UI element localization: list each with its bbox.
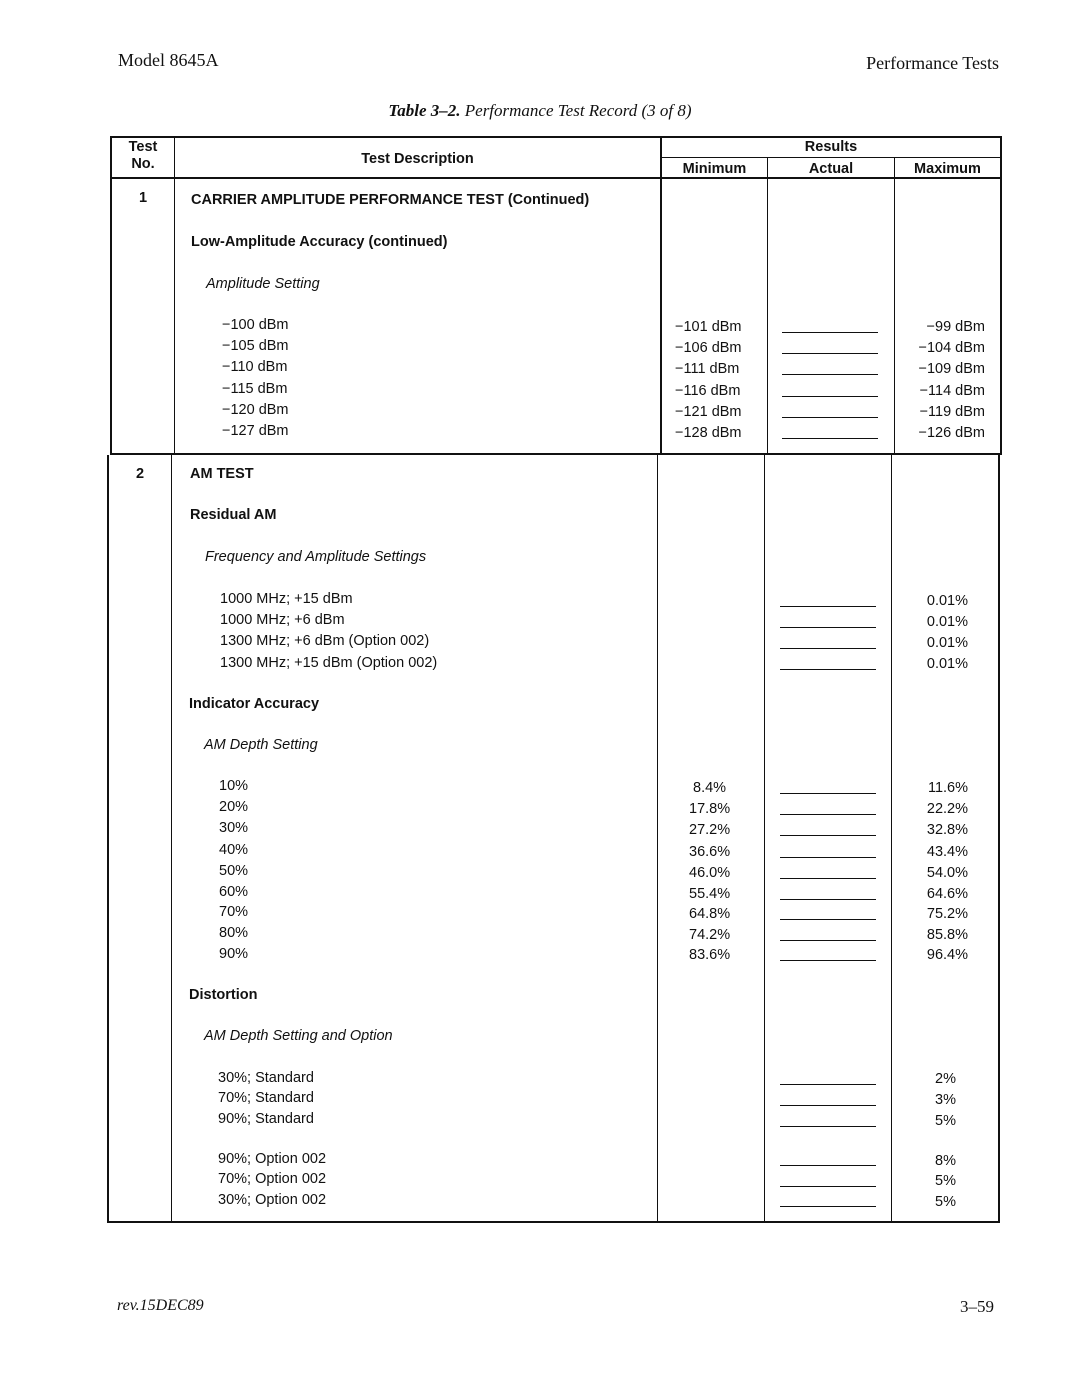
maximum-value: 3% xyxy=(935,1092,956,1108)
setting-label: AM Depth Setting and Option xyxy=(204,1028,393,1044)
col-divider xyxy=(660,136,662,454)
maximum-value: −119 dBm xyxy=(919,404,985,420)
caption-text: Performance Test Record (3 of 8) xyxy=(464,101,692,120)
setting-value: −120 dBm xyxy=(222,402,289,418)
col-divider xyxy=(764,455,765,1222)
maximum-value: 32.8% xyxy=(926,822,968,838)
setting-label: Amplitude Setting xyxy=(206,276,320,292)
setting-value: 1300 MHz; +15 dBm (Option 002) xyxy=(220,655,438,671)
col-divider xyxy=(767,157,768,454)
maximum-value: 5% xyxy=(935,1113,956,1129)
col-divider xyxy=(171,455,172,1222)
minimum-value: −116 dBm xyxy=(675,383,741,399)
minimum-value: −106 dBm xyxy=(675,340,742,356)
maximum-value: 54.0% xyxy=(926,865,968,881)
minimum-value: 27.2% xyxy=(689,822,731,838)
maximum-value: 0.01% xyxy=(926,593,968,609)
actual-entry-blank[interactable] xyxy=(780,1186,876,1187)
minimum-value: −121 dBm xyxy=(675,404,742,420)
setting-value: 50% xyxy=(219,863,249,879)
setting-value: −110 dBm xyxy=(222,359,288,375)
setting-label: Frequency and Amplitude Settings xyxy=(205,549,427,565)
col-results-header: Results xyxy=(804,139,858,155)
setting-value: 90%; Standard xyxy=(218,1111,314,1127)
maximum-value: 0.01% xyxy=(926,635,968,651)
test-number: 2 xyxy=(135,466,145,482)
maximum-value: 96.4% xyxy=(926,947,968,963)
col-minimum-header: Minimum xyxy=(682,161,747,177)
header-model: Model 8645A xyxy=(118,50,219,70)
col-test-number-header xyxy=(112,139,174,173)
actual-entry-blank[interactable] xyxy=(780,960,876,961)
setting-value: −100 dBm xyxy=(222,317,289,333)
maximum-value: 0.01% xyxy=(926,656,968,672)
actual-entry-blank[interactable] xyxy=(780,606,876,607)
minimum-value: −101 dBm xyxy=(675,319,742,335)
minimum-value: 74.2% xyxy=(689,927,731,943)
actual-entry-blank[interactable] xyxy=(782,332,878,333)
group-heading-indicator-accuracy: Indicator Accuracy xyxy=(189,696,320,712)
minimum-value: 64.8% xyxy=(689,906,731,922)
minimum-value: −111 dBm xyxy=(675,361,740,377)
setting-value: 70% xyxy=(219,904,249,920)
test-title: CARRIER AMPLITUDE PERFORMANCE TEST (Continued) xyxy=(191,192,590,208)
test-subtitle: Low-Amplitude Accuracy (continued) xyxy=(191,234,448,250)
table-border xyxy=(107,455,109,1222)
actual-entry-blank[interactable] xyxy=(780,627,876,628)
maximum-value: 0.01% xyxy=(926,614,968,630)
table-border xyxy=(110,136,1002,138)
setting-value: 10% xyxy=(219,778,249,794)
page-number: 3–59 xyxy=(960,1297,994,1316)
col-actual-header: Actual xyxy=(808,161,854,177)
maximum-value: −109 dBm xyxy=(918,361,985,377)
actual-entry-blank[interactable] xyxy=(780,1206,876,1207)
actual-entry-blank[interactable] xyxy=(780,669,876,670)
test-number: 1 xyxy=(138,190,148,206)
test-title: AM TEST xyxy=(190,466,254,482)
setting-value: 60% xyxy=(219,884,249,900)
setting-value: −105 dBm xyxy=(222,338,289,354)
minimum-value: 55.4% xyxy=(689,886,731,902)
minimum-value: 8.4% xyxy=(693,780,727,796)
setting-value: 30%; Option 002 xyxy=(218,1192,327,1208)
setting-value: 90%; Option 002 xyxy=(218,1151,327,1167)
setting-value: −115 dBm xyxy=(222,381,288,397)
col-divider xyxy=(174,136,175,454)
setting-value: 70%; Standard xyxy=(218,1090,314,1106)
table-border xyxy=(1000,136,1002,454)
minimum-value: 83.6% xyxy=(689,947,731,963)
actual-entry-blank[interactable] xyxy=(780,857,876,858)
setting-value: 80% xyxy=(219,925,249,941)
maximum-value: 5% xyxy=(935,1173,956,1189)
maximum-value: 2% xyxy=(935,1071,956,1087)
setting-value: 20% xyxy=(219,799,249,815)
actual-entry-blank[interactable] xyxy=(780,835,876,836)
actual-entry-blank[interactable] xyxy=(780,814,876,815)
col-test-line1: Test xyxy=(128,139,158,155)
setting-value: −127 dBm xyxy=(222,423,289,439)
actual-entry-blank[interactable] xyxy=(780,1126,876,1127)
actual-entry-blank[interactable] xyxy=(782,374,878,375)
setting-value: 30% xyxy=(219,820,249,836)
maximum-value: 85.8% xyxy=(926,927,968,943)
actual-entry-blank[interactable] xyxy=(782,396,878,397)
minimum-value: 36.6% xyxy=(689,844,731,860)
group-heading-distortion: Distortion xyxy=(189,987,258,1003)
maximum-value: 43.4% xyxy=(926,844,968,860)
minimum-value: 46.0% xyxy=(689,865,731,881)
table-caption xyxy=(0,101,1080,121)
col-description-header: Test Description xyxy=(361,151,474,167)
setting-value: 70%; Option 002 xyxy=(218,1171,327,1187)
setting-value: 1000 MHz; +15 dBm xyxy=(220,591,353,607)
table-border xyxy=(998,455,1000,1222)
actual-entry-blank[interactable] xyxy=(780,648,876,649)
actual-entry-blank[interactable] xyxy=(780,1084,876,1085)
col-test-line2: No. xyxy=(131,156,155,172)
setting-value: 30%; Standard xyxy=(218,1070,314,1086)
maximum-value: 8% xyxy=(935,1153,956,1169)
section-divider xyxy=(110,453,1002,455)
actual-entry-blank[interactable] xyxy=(780,1105,876,1106)
caption-label: Table 3–2. xyxy=(388,101,461,120)
actual-entry-blank[interactable] xyxy=(780,899,876,900)
minimum-value: 17.8% xyxy=(689,801,731,817)
maximum-value: −104 dBm xyxy=(918,340,985,356)
revision-date: rev.15DEC89 xyxy=(117,1297,204,1314)
minimum-value: −128 dBm xyxy=(675,425,742,441)
maximum-value: 5% xyxy=(935,1194,956,1210)
maximum-value: −99 dBm xyxy=(926,319,985,335)
col-maximum-header: Maximum xyxy=(914,161,981,177)
table-border xyxy=(107,1221,1000,1223)
actual-entry-blank[interactable] xyxy=(780,940,876,941)
maximum-value: 64.6% xyxy=(926,886,968,902)
results-underline xyxy=(660,157,1002,158)
actual-entry-blank[interactable] xyxy=(780,919,876,920)
maximum-value: 22.2% xyxy=(926,801,968,817)
actual-entry-blank[interactable] xyxy=(780,793,876,794)
actual-entry-blank[interactable] xyxy=(780,878,876,879)
actual-entry-blank[interactable] xyxy=(782,353,878,354)
setting-label: AM Depth Setting xyxy=(204,737,318,753)
setting-value: 90% xyxy=(219,946,249,962)
group-heading-residual-am: Residual AM xyxy=(190,507,277,523)
actual-entry-blank[interactable] xyxy=(782,417,878,418)
header-section: Performance Tests xyxy=(866,53,999,73)
maximum-value: 75.2% xyxy=(926,906,968,922)
setting-value: 1300 MHz; +6 dBm (Option 002) xyxy=(220,633,430,649)
actual-entry-blank[interactable] xyxy=(782,438,878,439)
maximum-value: −114 dBm xyxy=(919,383,985,399)
actual-entry-blank[interactable] xyxy=(780,1165,876,1166)
col-divider xyxy=(657,455,658,1222)
setting-value: 1000 MHz; +6 dBm xyxy=(220,612,345,628)
table-border xyxy=(110,136,112,454)
setting-value: 40% xyxy=(219,842,249,858)
maximum-value: −126 dBm xyxy=(918,425,985,441)
maximum-value: 11.6% xyxy=(927,780,968,796)
